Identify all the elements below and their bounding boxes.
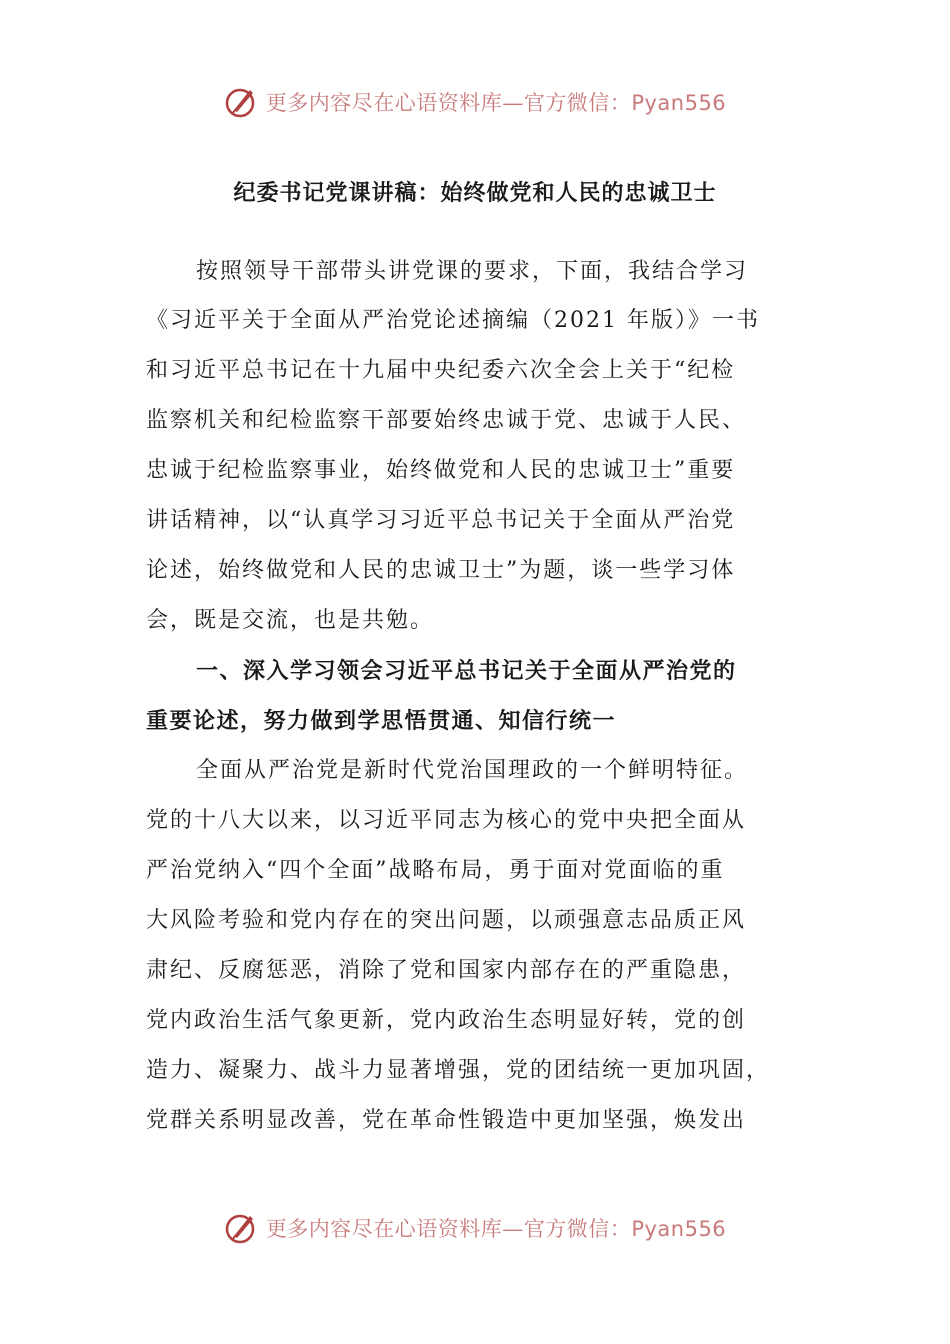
footer-banner <box>0 1208 950 1248</box>
paragraph-line: 党的十八大以来，以习近平同志为核心的党中央把全面从 <box>146 808 747 833</box>
paragraph-line: 造力、凝聚力、战斗力显著增强，党的团结统一更加巩固， <box>146 1058 771 1083</box>
document-title: 纪委书记党课讲稿：始终做党和人民的忠诚卫士 <box>233 180 717 206</box>
paragraph-line: 党内政治生活气象更新，党内政治生态明显好转，党的创 <box>146 1008 747 1033</box>
paragraph-line: 按照领导干部带头讲党课的要求，下面，我结合学习 <box>196 259 749 284</box>
paragraph-line: 会，既是交流，也是共勉。 <box>146 608 435 633</box>
section-heading-line: 重要论述，努力做到学思悟贯通、知信行统一 <box>146 708 617 734</box>
paragraph-line: 监察机关和纪检监察干部要始终忠诚于党、忠诚于人民、 <box>146 408 747 433</box>
paragraph-line: 讲话精神，以“认真学习习近平总书记关于全面从严治党 <box>146 508 736 533</box>
header-banner <box>0 82 950 122</box>
quill-pen-logo-icon <box>224 1210 260 1246</box>
quill-pen-logo-icon <box>224 84 260 120</box>
section-heading-line: 一、深入学习领会习近平总书记关于全面从严治党的 <box>196 658 737 684</box>
paragraph-line: 严治党纳入“四个全面”战略布局，勇于面对党面临的重 <box>146 858 725 883</box>
paragraph-line: 忠诚于纪检监察事业，始终做党和人民的忠诚卫士”重要 <box>146 458 736 483</box>
paragraph-line: 党群关系明显改善，党在革命性锻造中更加坚强，焕发出 <box>146 1108 747 1133</box>
paragraph-line: 大风险考验和党内存在的突出问题，以顽强意志品质正风 <box>146 908 747 933</box>
banner-text: 更多内容尽在心语资料库—官方微信：Pyan556 <box>265 1217 727 1241</box>
paragraph-line: 论述，始终做党和人民的忠诚卫士”为题，谈一些学习体 <box>146 558 736 583</box>
paragraph-line: 和习近平总书记在十九届中央纪委六次全会上关于“纪检 <box>146 358 736 383</box>
banner-text: 更多内容尽在心语资料库—官方微信：Pyan556 <box>265 91 727 115</box>
paragraph-line: 全面从严治党是新时代党治国理政的一个鲜明特征。 <box>196 758 749 783</box>
paragraph-line: 《习近平关于全面从严治党论述摘编（2021 年版）》一书 <box>146 308 760 333</box>
paragraph-line: 肃纪、反腐惩恶，消除了党和国家内部存在的严重隐患， <box>146 958 747 983</box>
